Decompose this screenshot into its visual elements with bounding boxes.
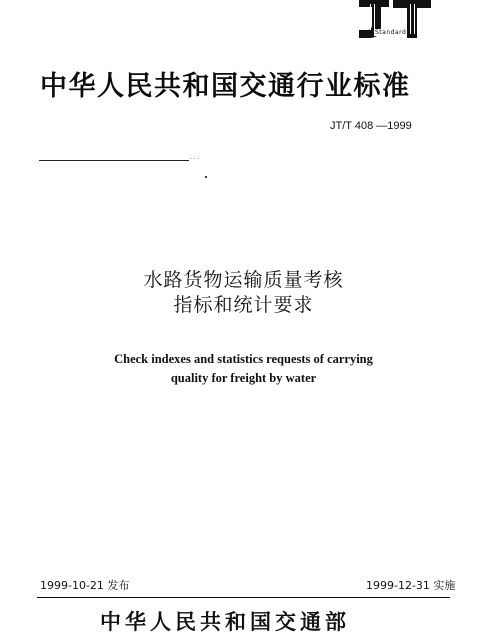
divider-dots: · · · <box>190 156 200 163</box>
english-title-line-2: quality for freight by water <box>170 371 317 385</box>
standard-code: JT/T 408 —1999 <box>330 120 412 132</box>
logo-subtitle: Standard <box>375 29 407 36</box>
top-divider <box>39 160 189 161</box>
chinese-title-line-1: 水路货物运输质量考核 <box>143 269 344 291</box>
scan-speck <box>205 176 207 178</box>
bottom-divider <box>37 597 450 598</box>
english-title-line-1: Check indexes and statistics requests of carrying <box>114 352 373 366</box>
issuing-authority: 中华人民共和国交通部 <box>100 610 350 634</box>
issue-date: 1999-10-21 发布 <box>40 579 130 592</box>
chinese-title-line-2: 指标和统计要求 <box>173 294 314 316</box>
implementation-date: 1999-12-31 实施 <box>366 579 456 592</box>
standard-title: 中华人民共和国交通行业标准 <box>40 71 411 102</box>
